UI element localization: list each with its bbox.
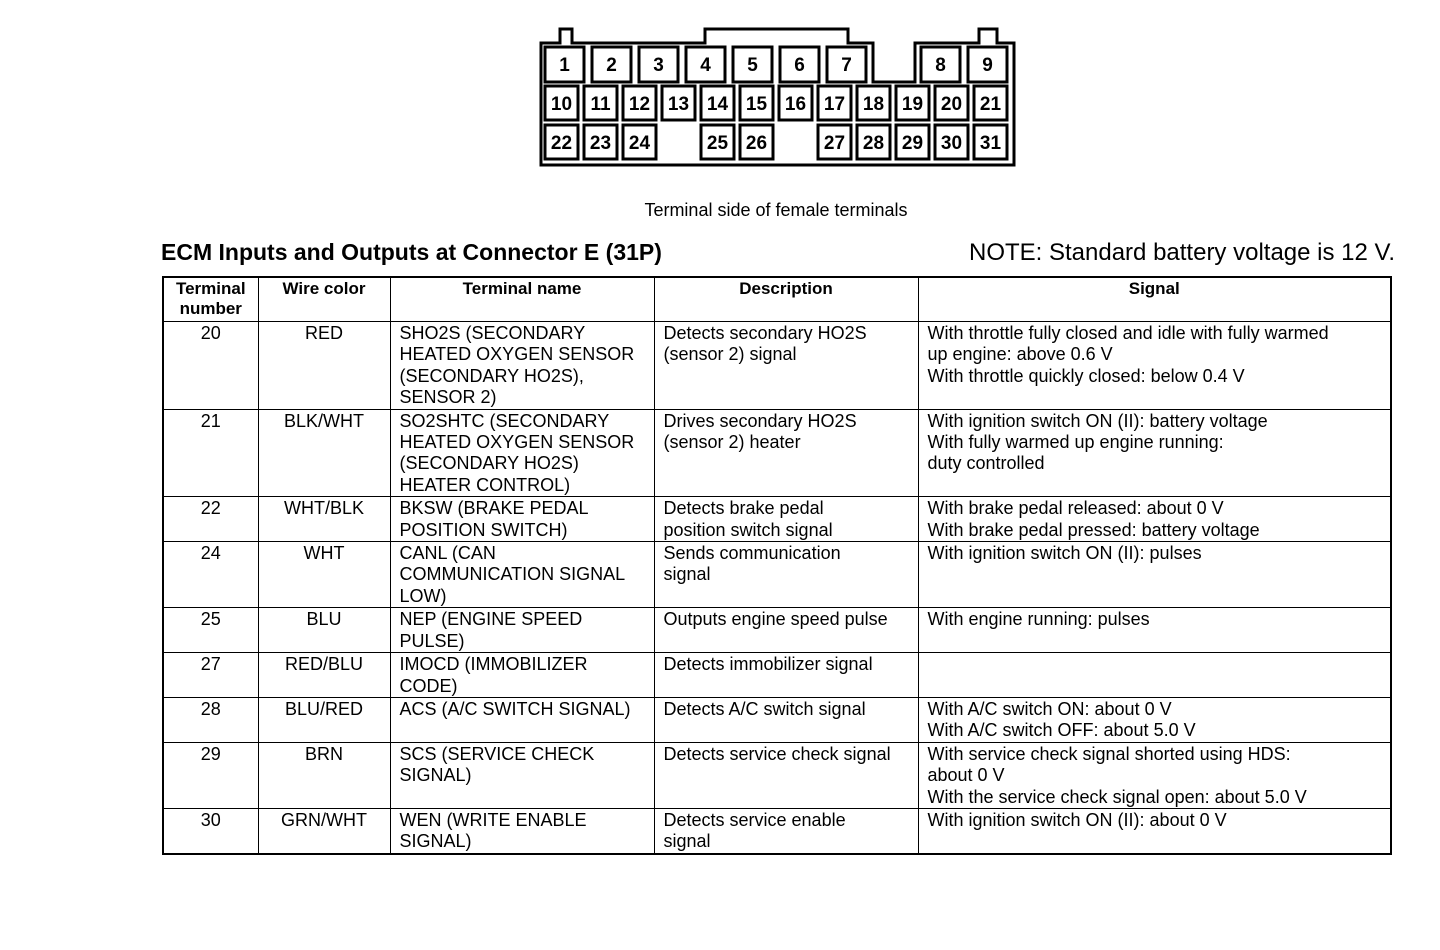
terminal-name-cell-line: SENSOR 2) bbox=[399, 387, 497, 408]
terminal-number-cell: 27 bbox=[163, 653, 258, 698]
pin-label: 26 bbox=[745, 133, 768, 154]
pin-label: 14 bbox=[706, 94, 729, 115]
pin-label: 28 bbox=[862, 133, 885, 154]
terminal-name-cell-line: NEP (ENGINE SPEED bbox=[399, 609, 583, 630]
ecm-io-table bbox=[162, 276, 1392, 855]
terminal-name-cell-line: BKSW (BRAKE PEDAL bbox=[399, 498, 589, 519]
pin-label: 25 bbox=[706, 133, 729, 154]
signal-cell-line: With fully warmed up engine running: bbox=[927, 432, 1224, 453]
signal-cell-line: With service check signal shorted using HDS: bbox=[927, 743, 1291, 764]
pin-label: 6 bbox=[794, 55, 805, 76]
table-row bbox=[163, 808, 1391, 853]
signal-cell bbox=[918, 653, 1391, 698]
description-cell-line: (sensor 2) signal bbox=[663, 344, 797, 365]
terminal-name-cell bbox=[390, 808, 654, 853]
pin-label: 16 bbox=[784, 94, 807, 115]
terminal-name-cell-line: (SECONDARY HO2S), bbox=[399, 365, 584, 386]
signal-cell bbox=[918, 542, 1391, 608]
terminal-name-cell-line: HEATED OXYGEN SENSOR bbox=[399, 432, 635, 453]
pin-label: 2 bbox=[606, 55, 617, 76]
description-cell-line: Detects A/C switch signal bbox=[663, 698, 866, 719]
terminal-name-cell bbox=[390, 322, 654, 410]
terminal-name-cell-line: COMMUNICATION SIGNAL bbox=[399, 564, 626, 585]
pin-label: 11 bbox=[590, 94, 611, 115]
wire-color-cell: WHT bbox=[258, 542, 390, 608]
description-cell bbox=[654, 322, 918, 410]
connector-caption: Terminal side of female terminals bbox=[644, 200, 908, 220]
terminal-number-cell: 24 bbox=[163, 542, 258, 608]
signal-cell-line: With ignition switch ON (II): pulses bbox=[927, 543, 1202, 564]
description-cell-line: Detects immobilizer signal bbox=[663, 654, 873, 675]
signal-cell-line: With ignition switch ON (II): battery voltage bbox=[927, 410, 1268, 431]
signal-cell bbox=[918, 409, 1391, 497]
table-row bbox=[163, 653, 1391, 698]
terminal-name-cell bbox=[390, 497, 654, 542]
signal-cell-line: about 0 V bbox=[927, 765, 1005, 786]
pin-label: 19 bbox=[901, 94, 924, 115]
signal-cell-line: With the service check signal open: about 5.0 V bbox=[927, 786, 1307, 807]
terminal-name-cell bbox=[390, 542, 654, 608]
pin-label: 20 bbox=[940, 94, 963, 115]
signal-cell-line: With throttle quickly closed: below 0.4 V bbox=[927, 365, 1245, 386]
pin-label: 23 bbox=[589, 133, 612, 154]
table-header-row bbox=[163, 277, 1391, 322]
wire-color-cell: BLU bbox=[258, 608, 390, 653]
pin-label: 31 bbox=[979, 133, 1002, 154]
terminal-name-cell-line: ACS (A/C SWITCH SIGNAL) bbox=[399, 698, 631, 719]
description-cell-line: Sends communication bbox=[663, 543, 841, 564]
terminal-name-cell-line: SIGNAL) bbox=[399, 831, 472, 852]
table-row bbox=[163, 697, 1391, 742]
terminal-name-cell-line: CANL (CAN bbox=[399, 543, 496, 564]
signal-cell bbox=[918, 742, 1391, 808]
description-cell-line: signal bbox=[663, 831, 711, 852]
pin-label: 18 bbox=[862, 94, 885, 115]
description-cell bbox=[654, 808, 918, 853]
header-terminal-number: Terminal number bbox=[163, 277, 258, 322]
wire-color-cell: WHT/BLK bbox=[258, 497, 390, 542]
pin-label: 29 bbox=[901, 133, 924, 154]
description-cell-line: signal bbox=[663, 564, 711, 585]
description-cell bbox=[654, 697, 918, 742]
terminal-name-cell bbox=[390, 697, 654, 742]
pin-label: 4 bbox=[700, 55, 711, 76]
terminal-name-cell-line: HEATER CONTROL) bbox=[399, 474, 571, 495]
pin-label: 10 bbox=[550, 94, 573, 115]
table-row bbox=[163, 608, 1391, 653]
battery-voltage-note: NOTE: Standard battery voltage is 12 V. bbox=[968, 239, 1395, 266]
signal-cell-line: With ignition switch ON (II): about 0 V bbox=[927, 809, 1227, 830]
signal-cell bbox=[918, 497, 1391, 542]
terminal-number-cell: 22 bbox=[163, 497, 258, 542]
description-cell bbox=[654, 542, 918, 608]
pin-label: 30 bbox=[940, 133, 963, 154]
description-cell-line: Detects brake pedal bbox=[663, 498, 824, 519]
description-cell-line: position switch signal bbox=[663, 519, 833, 540]
pin-label: 15 bbox=[745, 94, 768, 115]
terminal-number-cell: 25 bbox=[163, 608, 258, 653]
description-cell-line: Outputs engine speed pulse bbox=[663, 609, 888, 630]
terminal-name-cell-line: SHO2S (SECONDARY bbox=[399, 323, 586, 343]
signal-cell-line: With A/C switch ON: about 0 V bbox=[927, 698, 1172, 719]
signal-cell-line: With throttle fully closed and idle with fully warmed bbox=[927, 323, 1329, 343]
wire-color-cell: GRN/WHT bbox=[258, 808, 390, 853]
table-title: ECM Inputs and Outputs at Connector E (31P) bbox=[161, 239, 662, 265]
description-cell bbox=[654, 608, 918, 653]
wire-color-cell: RED bbox=[258, 322, 390, 410]
signal-cell-line: duty controlled bbox=[927, 453, 1045, 474]
description-cell-line: Detects service enable bbox=[663, 809, 846, 830]
signal-cell-line: up engine: above 0.6 V bbox=[927, 344, 1113, 365]
pin-label: 5 bbox=[747, 55, 758, 76]
wire-color-cell: BLK/WHT bbox=[258, 409, 390, 497]
pin-label: 12 bbox=[628, 94, 651, 115]
terminal-name-cell-line: SCS (SERVICE CHECK bbox=[399, 743, 595, 764]
signal-cell bbox=[918, 808, 1391, 853]
terminal-name-cell-line: POSITION SWITCH) bbox=[399, 519, 568, 540]
pin-label: 3 bbox=[653, 55, 664, 76]
signal-cell-line: With A/C switch OFF: about 5.0 V bbox=[927, 720, 1196, 741]
pin-label: 17 bbox=[823, 94, 846, 115]
pin-label: 13 bbox=[667, 94, 690, 115]
pin-label: 27 bbox=[823, 133, 846, 154]
terminal-name-cell-line: LOW) bbox=[399, 585, 447, 606]
signal-cell-line: With brake pedal released: about 0 V bbox=[927, 498, 1224, 519]
description-cell-line: (sensor 2) heater bbox=[663, 432, 801, 453]
table-row bbox=[163, 322, 1391, 410]
terminal-name-cell-line: (SECONDARY HO2S) bbox=[399, 453, 579, 474]
signal-cell bbox=[918, 322, 1391, 410]
terminal-name-cell bbox=[390, 608, 654, 653]
header-signal: Signal bbox=[918, 277, 1391, 322]
signal-cell-line: With brake pedal pressed: battery voltage bbox=[927, 519, 1260, 540]
pin-label: 21 bbox=[979, 94, 1002, 115]
terminal-name-cell-line: SO2SHTC (SECONDARY bbox=[399, 410, 610, 431]
wire-color-cell: BRN bbox=[258, 742, 390, 808]
description-cell-line: Detects service check signal bbox=[663, 743, 891, 764]
terminal-name-cell-line: IMOCD (IMMOBILIZER bbox=[399, 654, 588, 675]
terminal-number-cell: 21 bbox=[163, 409, 258, 497]
terminal-name-cell bbox=[390, 742, 654, 808]
description-cell bbox=[654, 409, 918, 497]
terminal-name-cell-line: PULSE) bbox=[399, 630, 465, 651]
header-wire-color: Wire color bbox=[258, 277, 390, 322]
terminal-number-cell: 20 bbox=[163, 322, 258, 410]
header-description: Description bbox=[654, 277, 918, 322]
description-cell bbox=[654, 742, 918, 808]
signal-cell bbox=[918, 608, 1391, 653]
description-cell-line: Detects secondary HO2S bbox=[663, 323, 867, 343]
pin-label: 22 bbox=[550, 133, 573, 154]
terminal-name-cell-line: HEATED OXYGEN SENSOR bbox=[399, 344, 635, 365]
terminal-name-cell bbox=[390, 653, 654, 698]
terminal-name-cell-line: SIGNAL) bbox=[399, 765, 472, 786]
header-terminal-name: Terminal name bbox=[390, 277, 654, 322]
pin-label: 7 bbox=[841, 55, 852, 76]
wire-color-cell: RED/BLU bbox=[258, 653, 390, 698]
pin-label: 1 bbox=[559, 55, 570, 76]
terminal-name-cell-line: WEN (WRITE ENABLE bbox=[399, 809, 587, 830]
terminal-number-cell: 28 bbox=[163, 697, 258, 742]
description-cell bbox=[654, 653, 918, 698]
table-row bbox=[163, 497, 1391, 542]
terminal-name-cell bbox=[390, 409, 654, 497]
pin-label: 24 bbox=[628, 133, 651, 154]
signal-cell-line: With engine running: pulses bbox=[927, 609, 1150, 630]
signal-cell bbox=[918, 697, 1391, 742]
pin-label: 9 bbox=[982, 55, 993, 76]
wire-color-cell: BLU/RED bbox=[258, 697, 390, 742]
table-row bbox=[163, 542, 1391, 608]
description-cell bbox=[654, 497, 918, 542]
table-row bbox=[163, 742, 1391, 808]
terminal-number-cell: 29 bbox=[163, 742, 258, 808]
table-row bbox=[163, 409, 1391, 497]
description-cell-line: Drives secondary HO2S bbox=[663, 410, 857, 431]
connector-diagram bbox=[0, 0, 1440, 195]
pin-label: 8 bbox=[935, 55, 946, 76]
terminal-number-cell: 30 bbox=[163, 808, 258, 853]
terminal-name-cell-line: CODE) bbox=[399, 675, 458, 696]
